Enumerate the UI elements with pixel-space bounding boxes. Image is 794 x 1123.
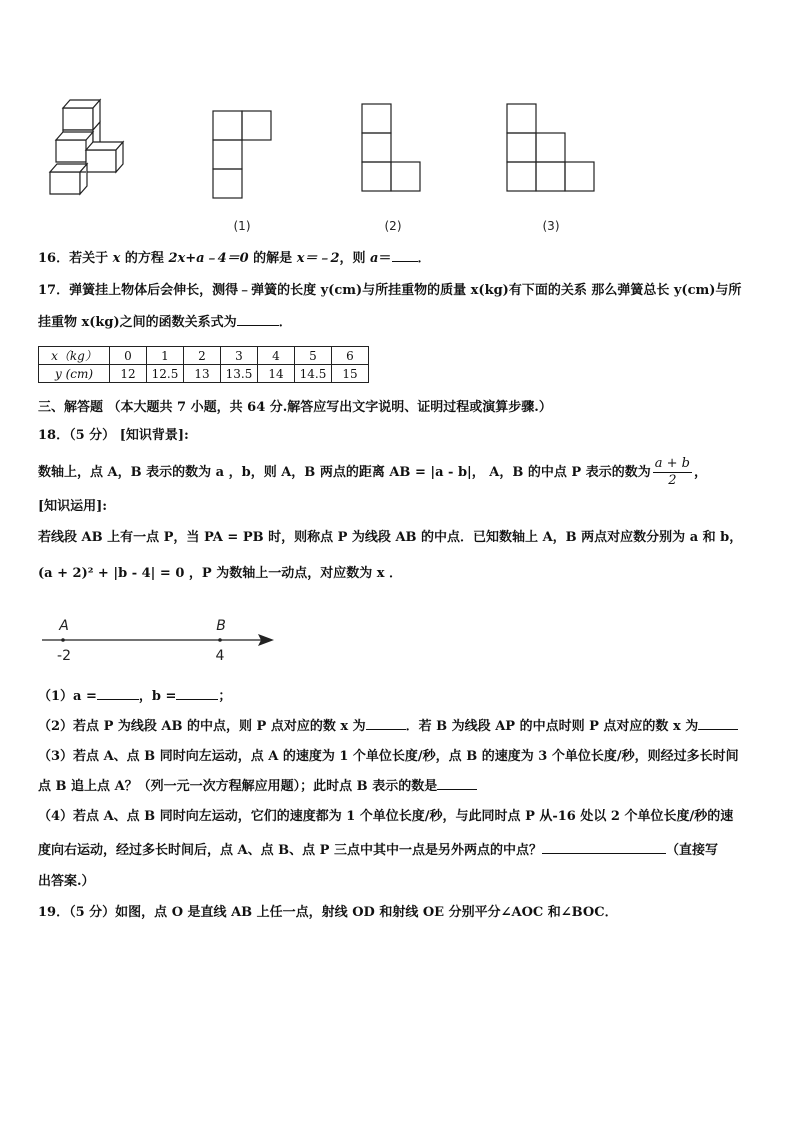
table-cell: 1 <box>147 347 184 365</box>
answer-blank-p2a[interactable] <box>366 716 406 730</box>
table-header-x: x（kg） <box>39 347 110 365</box>
question-18-apply-title: [知识运用]: <box>38 499 108 514</box>
table-cell: 0 <box>110 347 147 365</box>
table-row <box>39 365 369 383</box>
table-cell: 2 <box>184 347 221 365</box>
question-18-part-3-line1: （3）若点 A、点 B 同时向左运动，点 A 的速度为 1 个单位长度/秒，点 B 的速度为 3 个单位长度/秒，则经过多长时间 <box>38 749 739 764</box>
table-cell: 12 <box>110 365 147 383</box>
section-3-heading: 三、解答题 （本大题共 7 小题，共 64 分.解答应写出文字说明、证明过程或演算步骤.） <box>38 400 552 415</box>
question-19: 19．（5 分）如图，点 O 是直线 AB 上任一点，射线 OD 和射线 OE 分别平分∠AOC 和∠BOC． <box>38 905 618 920</box>
point-a-value: -2 <box>57 648 71 664</box>
question-18-part-1: （1）a = ，b = ； <box>38 686 231 707</box>
question-17-line2: 挂重物 x(kg)之间的函数关系式为 ． <box>38 312 292 333</box>
midpoint-fraction: $\frac{a + b}{2}$ <box>654 456 690 488</box>
answer-blank-p4[interactable] <box>542 840 666 854</box>
question-18-background: 数轴上，点 A，B 表示的数为 a ，b，则 A，B 两点的距离 AB = |a - b|， A，B 的中点 P 表示的数为 $\frac{a + b}{2}$ ， <box>38 456 707 488</box>
table-cell: 14.5 <box>295 365 332 383</box>
table-cell: 14 <box>258 365 295 383</box>
view-2-label: (2) <box>384 219 402 233</box>
view-3-label: (3) <box>542 219 560 233</box>
figures-row <box>0 90 794 240</box>
spring-data-table <box>38 346 369 383</box>
table-cell: 13 <box>184 365 221 383</box>
view-1-figure <box>213 111 271 198</box>
point-b-label: B <box>216 618 226 634</box>
point-a-label: A <box>59 618 69 634</box>
answer-blank-16[interactable] <box>392 248 418 262</box>
question-18-part-3-line2: 点 B 追上点 A？（列一元一次方程解应用题）；此时点 B 表示的数是 <box>38 776 477 797</box>
question-18-part-4-line1: （4）若点 A、点 B 同时向左运动，它们的速度都为 1 个单位长度/秒，与此同时点 P 从-16 处以 2 个单位长度/秒的速 <box>38 809 734 824</box>
number-line-figure <box>30 610 290 670</box>
question-18-part-2: （2）若点 P 为线段 AB 的中点，则 P 点对应的数 x 为 ．若 B 为线段 AP 的中点时则 P 点对应的数 x 为 <box>38 716 738 737</box>
table-cell: 4 <box>258 347 295 365</box>
table-cell: 5 <box>295 347 332 365</box>
table-row <box>39 347 369 365</box>
view-1-label: (1) <box>233 219 251 233</box>
table-cell: 12.5 <box>147 365 184 383</box>
answer-blank-b[interactable] <box>176 686 218 700</box>
question-18-apply-line2: (a + 2)² + |b - 4| = 0 ，P 为数轴上一动点，对应数为 x ． <box>38 566 403 581</box>
table-cell: 15 <box>332 365 369 383</box>
answer-blank-17[interactable] <box>237 312 279 326</box>
question-18-title: 18．（5 分） [知识背景]: <box>38 428 189 443</box>
answer-blank-p3[interactable] <box>437 776 477 790</box>
question-18-part-4-line2: 度向右运动，经过多长时间后，点 A、点 B、点 P 三点中其中一点是另外两点的中点？ （直接写 <box>38 840 718 861</box>
cube-stack-figure <box>50 100 123 194</box>
table-header-y: y (cm) <box>39 365 110 383</box>
question-16: 16．若关于 x 的方程 2x+a﹣4＝0 的解是 x＝﹣2，则 a＝ ． <box>38 248 431 269</box>
table-cell: 6 <box>332 347 369 365</box>
view-3-figure <box>507 104 594 191</box>
table-cell: 3 <box>221 347 258 365</box>
point-b-value: 4 <box>215 648 225 664</box>
question-17-line1: 17．弹簧挂上物体后会伸长，测得﹣弹簧的长度 y(cm)与所挂重物的质量 x(kg)有下面的关系 那么弹簧总长 y(cm)与所 <box>38 283 742 298</box>
question-18-apply-line1: 若线段 AB 上有一点 P，当 PA = PB 时，则称点 P 为线段 AB 的中点．已知数轴上 A，B 两点对应数分别为 a 和 b， <box>38 530 743 545</box>
view-2-figure <box>362 104 420 191</box>
table-cell: 13.5 <box>221 365 258 383</box>
answer-blank-p2b[interactable] <box>698 716 738 730</box>
answer-blank-a[interactable] <box>97 686 139 700</box>
question-18-part-4-line3: 出答案.） <box>38 874 95 889</box>
